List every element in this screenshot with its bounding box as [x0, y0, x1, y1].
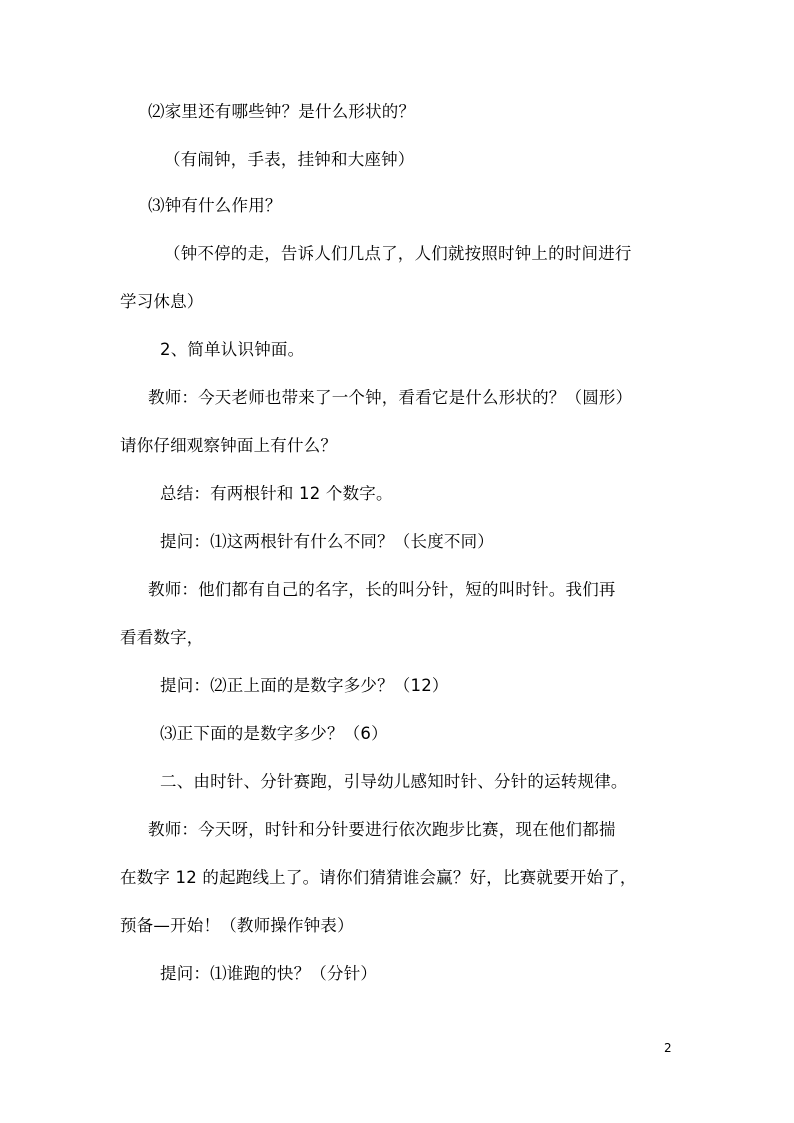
text-line: 提问：⑴谁跑的快？（分针）: [160, 964, 378, 983]
text-line: 2、简单认识钟面。: [160, 340, 305, 359]
text-line: 在数字 12 的起跑线上了。请你们猜猜谁会赢？好，比赛就要开始了，: [120, 868, 637, 887]
text-line: 看看数字，: [120, 628, 204, 647]
text-line: ⑶正下面的是数字多少？（6）: [160, 724, 388, 743]
text-line: 教师：他们都有自己的名字，长的叫分针，短的叫时针。我们再: [148, 580, 616, 599]
text-line: 提问：⑴这两根针有什么不同？（长度不同）: [160, 532, 494, 551]
text-line: 总结：有两根针和 12 个数字。: [160, 484, 393, 503]
text-line: 二、由时针、分针赛跑，引导幼儿感知时针、分针的运转规律。: [160, 772, 628, 791]
text-line: （有闹钟，手表，挂钟和大座钟）: [164, 150, 415, 169]
text-line: ⑶钟有什么作用？: [148, 196, 282, 215]
page-number: 2: [664, 1041, 672, 1055]
text-line: 请你仔细观察钟面上有什么？: [120, 436, 338, 455]
text-line: 教师：今天老师也带来了一个钟，看看它是什么形状的？（圆形）: [148, 388, 633, 407]
text-line: 预备—开始！（教师操作钟表）: [120, 916, 354, 935]
text-line: 学习休息）: [120, 292, 204, 311]
text-line: （钟不停的走，告诉人们几点了，人们就按照时钟上的时间进行: [164, 244, 632, 263]
text-line: 教师：今天呀，时针和分针要进行依次跑步比赛，现在他们都揣: [148, 820, 616, 839]
text-line: ⑵家里还有哪些钟？是什么形状的？: [148, 102, 416, 121]
text-line: 提问：⑵正上面的是数字多少？（12）: [160, 676, 449, 695]
